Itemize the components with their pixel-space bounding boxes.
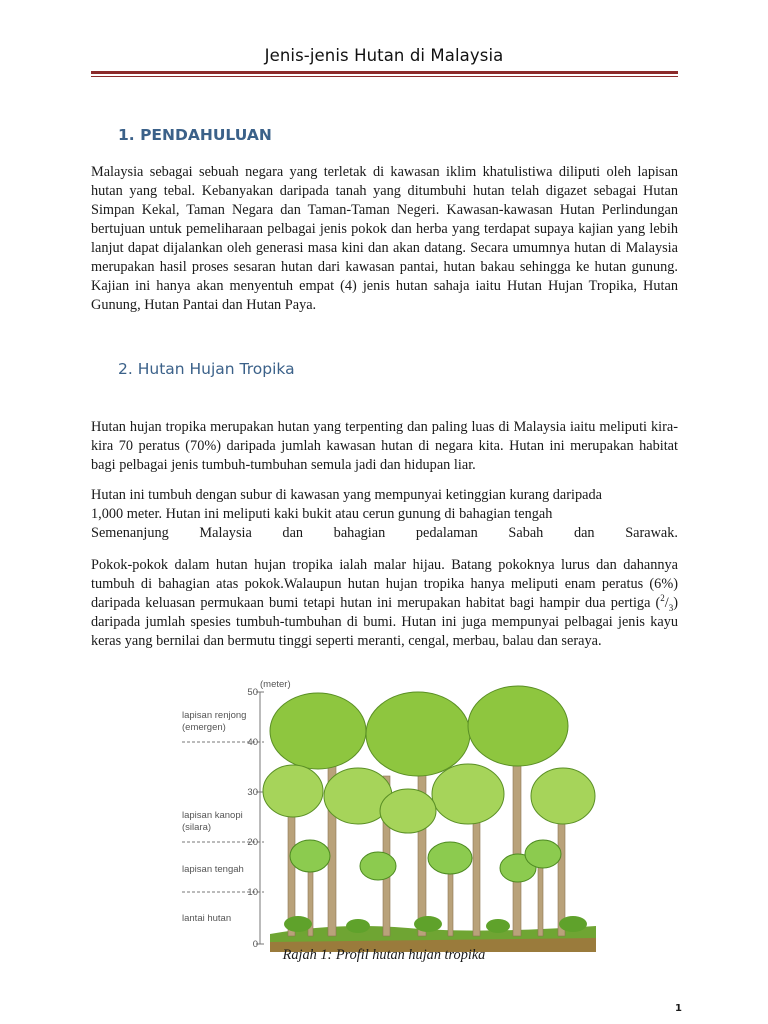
word: Semenanjung — [91, 525, 169, 541]
layer-label-floor: lantai hutan — [182, 913, 232, 924]
paragraph-2-line-2: 1,000 meter. Hutan ini meliputi kaki bukit atau cerun gunung di bahagian tengah — [91, 506, 553, 522]
layer-label-middle: lapisan tengah — [182, 864, 244, 875]
scale-label-0: 0 — [252, 939, 258, 950]
scale-label-10: 10 — [247, 887, 258, 898]
word: dan — [573, 525, 595, 541]
layer-label-emergent-1: lapisan renjong — [182, 710, 247, 721]
section-heading-pendahuluan: 1. PENDAHULUAN — [118, 126, 272, 144]
word: dan — [282, 525, 304, 541]
header-rule-thin — [91, 76, 678, 77]
paragraph-2-line-3 — [91, 524, 678, 543]
layer-label-canopy-2: (silara) — [182, 822, 212, 833]
figure-caption: Rajah 1: Profil hutan hujan tropika — [282, 947, 486, 963]
word: pedalaman — [415, 525, 478, 541]
word: Sabah — [508, 525, 544, 541]
forest-profile-illustration — [178, 676, 596, 952]
word: Sarawak. — [625, 525, 678, 541]
layer-label-canopy-1: lapisan kanopi — [182, 810, 243, 821]
paragraph-3-text-before: Pokok-pokok dalam hutan hujan tropika ialah malar hijau. Batang pokoknya lurus dan dahannya tumbuh di bahagian atas pokok.Walaupun hutan hujan tropika hanya meliputi enam peratus (6%) daripada keluasan permukaan bumi tetapi hutan ini merupakan habitat bagi hampir dua pertiga ( — [91, 557, 678, 611]
page-header-title: Jenis-jenis Hutan di Malaysia — [264, 46, 504, 65]
paragraph-pendahuluan: Malaysia sebagai sebuah negara yang terletak di kawasan iklim khatulistiwa diliputi oleh lapisan hutan yang tebal. Kebanyakan daripada tanah yang ditumbuhi hutan telah digazet sebagai Hutan Simpan Kekal, Taman Negara dan Taman-Taman Negeri. Kawasan-kawasan Hutan Perlindungan bertujuan untuk pemeliharaan pelbagai jenis pokok dan herba yang terdapat supaya kajian yang lebih lanjut dapat dijalankan oleh generasi masa kini dan akan datang. Secara umumnya hutan di Malaysia merupakan hasil proses sesaran hutan dari kawasan pantai, hutan bakau sehingga ke hutan gunung. Kajian ini hanya akan menyentuh empat (4) jenis hutan sahaja iaitu Hutan Hujan Tropika, Hutan Gunung, Hutan Pantai dan Hutan Paya. — [91, 164, 678, 313]
fraction-denominator: 3 — [668, 602, 674, 613]
scale-unit-label: (meter) — [260, 679, 291, 690]
paragraph-hutan-hujan-1: Hutan hujan tropika merupakan hutan yang terpenting dan paling luas di Malaysia iaitu meliputi kira-kira 70 peratus (70%) daripada jumlah kawasan hutan di negara kita. Hutan ini merupakan habitat bagi pelbagai jenis tumbuh-tumbuhan semula jadi dan hidupan liar. — [91, 419, 678, 473]
scale-label-30: 30 — [247, 787, 258, 798]
scale-label-50: 50 — [247, 687, 258, 698]
forest-profile-figure — [178, 676, 596, 952]
scale-label-40: 40 — [247, 737, 258, 748]
page-number: 1 — [675, 1003, 682, 1014]
word: Malaysia — [199, 525, 252, 541]
layer-label-emergent-2: (emergen) — [182, 722, 226, 733]
paragraph-hutan-hujan-2 — [91, 486, 678, 543]
paragraph-2-line-1: Hutan ini tumbuh dengan subur di kawasan yang mempunyai ketinggian kurang daripada — [91, 487, 602, 503]
header-rule-thick — [91, 71, 678, 74]
section-heading-hutan-hujan-tropika: 2. Hutan Hujan Tropika — [118, 360, 295, 378]
emergent-crowns — [270, 686, 568, 776]
paragraph-hutan-hujan-3 — [91, 556, 678, 651]
word: bahagian — [333, 525, 386, 541]
fraction-slash: / — [664, 595, 669, 611]
paragraph-3-text-after: ) daripada jumlah spesies tumbuh-tumbuhan di bumi. Hutan ini juga mempunyai pelbagai jenis kayu keras yang bernilai dan bermutu tinggi seperti meranti, cengal, merbau, balau dan seraya. — [91, 595, 678, 649]
scale-label-20: 20 — [247, 837, 258, 848]
fraction-numerator: 2 — [660, 593, 665, 604]
